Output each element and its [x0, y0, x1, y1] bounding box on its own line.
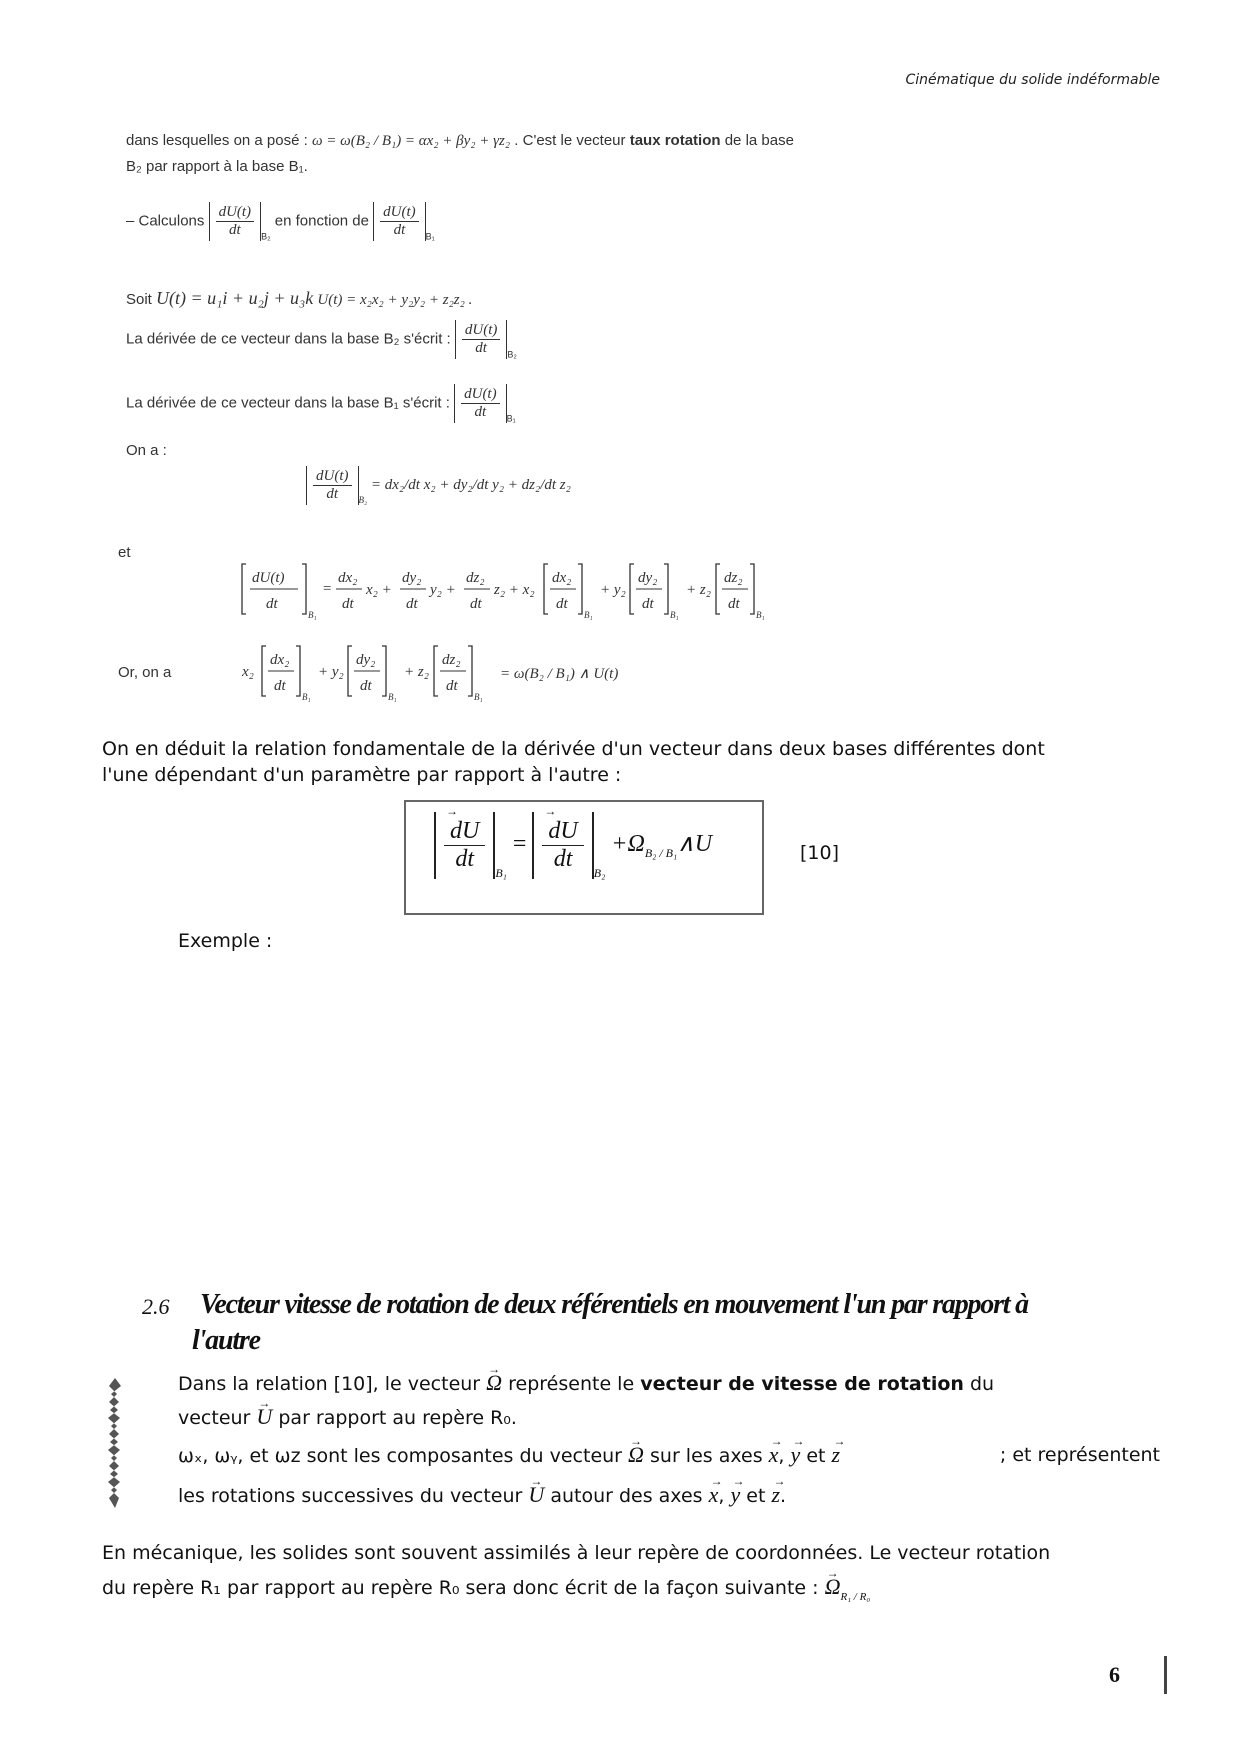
svg-text:dt: dt [360, 678, 372, 694]
text: en fonction de [274, 212, 369, 230]
svg-text:dx₂: dx₂ [270, 652, 290, 668]
svg-text:z₂ + x₂: z₂ + x₂ [494, 582, 535, 598]
text: – Calculons [126, 212, 205, 230]
text: représente le [508, 1373, 635, 1395]
soit-line [126, 288, 472, 309]
et-equation [240, 560, 820, 620]
svg-text:+ y₂: + y₂ [318, 664, 344, 680]
section-title-line-2: l'autre [192, 1325, 260, 1356]
svg-text:y₂ +: y₂ + [430, 582, 456, 598]
omega-vector: → Ω [825, 1574, 841, 1600]
z-vector: → z [832, 1442, 841, 1468]
or-on-a-label: Or, on a [118, 664, 172, 681]
svg-text:dz₂: dz₂ [442, 652, 461, 668]
page-number: 6 [1109, 1662, 1120, 1687]
frac-den: dt [455, 846, 474, 872]
example-label: Exemple : [178, 930, 273, 952]
derivee-b1-line [126, 384, 516, 423]
svg-text:x₂ +: x₂ + [366, 582, 392, 598]
svg-text:dx₂: dx₂ [338, 570, 358, 586]
text: Dans la relation [10], le vecteur [178, 1373, 481, 1395]
u-vector: → U [528, 1482, 544, 1508]
page-number-bar [1164, 1656, 1167, 1694]
svg-text:dy₂: dy₂ [402, 570, 422, 586]
subscript: B₁ [495, 866, 507, 881]
svg-text:B₁: B₁ [756, 610, 765, 620]
y-vector: → y [730, 1482, 740, 1508]
et-label: et [118, 544, 131, 561]
frac-num: → dU [444, 818, 485, 846]
frac-num: dU(t) [462, 322, 501, 340]
text: ; et représentent [999, 1444, 1160, 1466]
calculons-line [126, 202, 435, 241]
equation-label: [10] [800, 842, 840, 864]
zigzag-bar-icon [108, 1378, 122, 1508]
y-vector: → y [791, 1442, 801, 1468]
frac-num: dU(t) [380, 204, 419, 222]
text: Soit [126, 291, 152, 308]
text: . C'est le vecteur [514, 132, 626, 149]
svg-text:dt: dt [728, 596, 740, 612]
text: vecteur [178, 1407, 251, 1429]
derivee-b2-line [126, 320, 517, 359]
derivative-bracket-b2 [209, 202, 262, 241]
on-a-label: On a : [126, 442, 167, 459]
svg-text:dt: dt [406, 596, 418, 612]
svg-text:B₁: B₁ [474, 692, 483, 702]
text: La dérivée de ce vecteur dans la base B₁ s'écrit : [126, 394, 450, 412]
bullet-paragraph-2 [178, 1404, 517, 1431]
z-vector: → z [771, 1482, 780, 1508]
svg-text:dt: dt [642, 596, 654, 612]
derivative-bracket [454, 384, 507, 423]
bold-term: taux rotation [629, 132, 721, 149]
svg-text:x₂: x₂ [242, 664, 254, 680]
frac-den: dt [474, 404, 487, 420]
bold-term: vecteur de vitesse de rotation [640, 1373, 964, 1395]
derivative-bracket [455, 320, 508, 359]
svg-text:+ z₂: + z₂ [404, 664, 429, 680]
running-header: Cinématique du solide indéformable [905, 72, 1160, 88]
frac-den: dt [326, 486, 339, 502]
bullet-paragraph-3: ωₓ, ωᵧ, et ωz sont les composantes du vecteur → Ω sur les axes → x, → y et → z ; et représentent [178, 1442, 1160, 1469]
svg-text:+ z₂: + z₂ [686, 582, 711, 598]
conclusion-line-2: l'une dépendant d'un paramètre par rapport à l'autre : [102, 764, 622, 786]
derivation-line-1 [126, 132, 794, 150]
svg-text:dt: dt [446, 678, 458, 694]
svg-text:dt: dt [470, 596, 482, 612]
final-paragraph-line-2 [102, 1574, 870, 1610]
omega-subscript: B₂ / B₁ [644, 846, 678, 861]
u-vector: → U [256, 1404, 272, 1430]
subscript: B₂ [261, 231, 271, 242]
frac-num: → dU [542, 818, 583, 846]
frac-den: dt [553, 846, 573, 872]
text: par rapport au repère R₀. [278, 1407, 517, 1429]
text: sur les axes [650, 1445, 763, 1467]
svg-text:=: = [322, 581, 333, 597]
text: et [746, 1485, 766, 1507]
omega-formula: ω = ω(B₂ / B₁) = αx₂ + βy₂ + γz₂ [311, 133, 511, 149]
section-number: 2.6 [142, 1294, 170, 1319]
section-title-line-1: Vecteur vitesse de rotation de deux référentiels en mouvement l'un par rapport à [200, 1289, 1028, 1320]
subscript: B₂ [593, 866, 606, 881]
svg-text:dt: dt [274, 678, 286, 694]
omega-subscript: R₁ / R₀ [840, 1591, 871, 1603]
wedge-u: ∧U [677, 831, 713, 858]
subscript: B₂ [507, 349, 517, 360]
text: les rotations successives du vecteur [178, 1485, 523, 1507]
bullet-paragraph-1 [178, 1370, 1160, 1397]
omega-term: +Ω [611, 831, 645, 858]
text: du repère R₁ par rapport au repère R₀ sera donc écrit de la façon suivante : [102, 1577, 819, 1599]
svg-text:dt: dt [556, 596, 568, 612]
frac-den: dt [393, 222, 406, 238]
frac-num: dU(t) [461, 386, 500, 404]
frac-num: dU(t) [313, 468, 352, 486]
text: de la base [724, 132, 794, 149]
omega-vector: → Ω [628, 1442, 644, 1468]
svg-text:B₁: B₁ [308, 610, 317, 620]
rhs: = dx₂/dt x₂ + dy₂/dt y₂ + dz₂/dt z₂ [370, 476, 571, 493]
svg-text:dt: dt [266, 596, 278, 612]
formula: U(t) = u₁i + u₂j + u₃k [156, 288, 314, 308]
svg-text:dy₂: dy₂ [356, 652, 376, 668]
on-a-equation [306, 466, 571, 505]
svg-text:dx₂: dx₂ [552, 570, 572, 586]
omega-vector: → Ω [486, 1370, 502, 1396]
text: ωₓ, ωᵧ, et ωz sont les composantes du vecteur [178, 1445, 622, 1467]
derivative-bracket [306, 466, 359, 505]
derivative-bracket-b1 [373, 202, 426, 241]
svg-text:B₁: B₁ [670, 610, 679, 620]
bullet-paragraph-4: les rotations successives du vecteur → U autour des axes → x, → y et → z. [178, 1482, 786, 1509]
frac-num: dU(t) [216, 204, 255, 222]
svg-text:B₁: B₁ [388, 692, 397, 702]
svg-text:+ y₂: + y₂ [600, 582, 626, 598]
svg-text:dz₂: dz₂ [724, 570, 743, 586]
or-equation-rhs: = ω(B₂ / B₁) ∧ U(t) [500, 666, 619, 682]
subscript: B₁ [425, 231, 435, 242]
frac-den: dt [228, 222, 241, 238]
svg-text:B₁: B₁ [302, 692, 311, 702]
derivation-line-2: B₂ par rapport à la base B₁. [126, 158, 308, 175]
text: dans lesquelles on a posé : [126, 132, 308, 149]
svg-text:dt: dt [342, 596, 354, 612]
subscript: B₂ [358, 494, 368, 505]
frac-den: dt [475, 340, 487, 356]
boxed-equation [434, 812, 712, 881]
subscript: B₁ [506, 413, 516, 424]
svg-text:B₁: B₁ [584, 610, 593, 620]
text: et [806, 1445, 826, 1467]
text: du [969, 1373, 995, 1395]
x-vector: → x [709, 1482, 719, 1508]
equals-sign: = [512, 831, 527, 858]
svg-text:dz₂: dz₂ [466, 570, 485, 586]
formula: U(t) = x₂x₂ + y₂y₂ + z₂z₂ . [317, 292, 473, 308]
svg-text:dy₂: dy₂ [638, 570, 658, 586]
text: . [780, 1485, 787, 1507]
conclusion-line-1: On en déduit la relation fondamentale de la dérivée d'un vecteur dans deux bases différentes dont [102, 738, 1045, 760]
text: La dérivée de ce vecteur dans la base B₂ s'écrit : [126, 330, 451, 348]
text: autour des axes [550, 1485, 703, 1507]
x-vector: → x [769, 1442, 779, 1468]
final-paragraph-line-1: En mécanique, les solides sont souvent assimilés à leur repère de coordonnées. Le vecteur rotation [102, 1542, 1051, 1564]
svg-text:dU(t): dU(t) [252, 570, 285, 586]
